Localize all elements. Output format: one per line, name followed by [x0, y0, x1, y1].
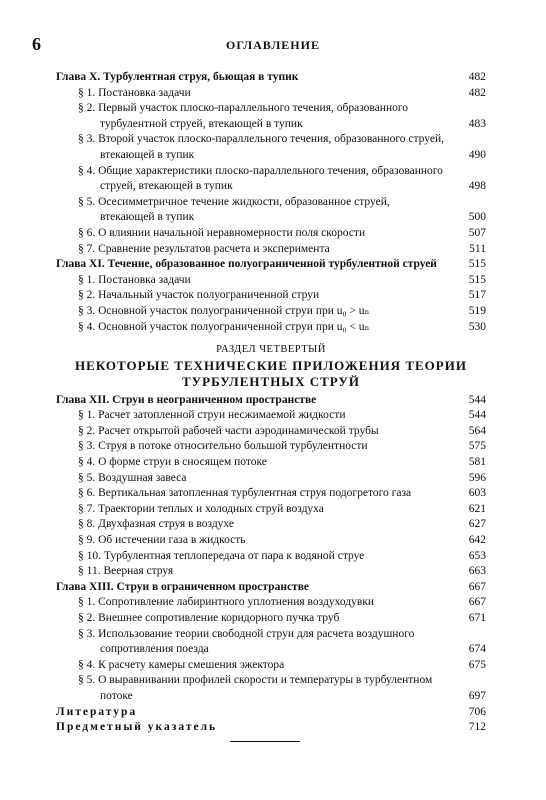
- page-ref: 675: [468, 658, 486, 671]
- page-ref: 706: [468, 705, 486, 718]
- section-title: § 3. Второй участок плоско-параллельного течения, образованного струей, втекающей в тупик: [78, 133, 444, 161]
- page-ref: 581: [468, 456, 486, 469]
- toc-literature[interactable]: [56, 705, 486, 721]
- toc-section[interactable]: [56, 564, 486, 580]
- section-title: § 2. Внешнее сопротивление коридорного пучка труб: [78, 612, 340, 624]
- section-title: § 10. Турбулентная теплопередача от пара к водяной струе: [78, 549, 365, 562]
- section-title: § 4. Общие характеристики плоско-параллельного течения, образованного струей, втекающей в тупик: [78, 164, 443, 193]
- page-ref: 507: [468, 226, 486, 239]
- section-title: § 7. Траектории теплых и холодных струй воздуха: [78, 502, 324, 515]
- toc-section[interactable]: [56, 471, 486, 487]
- chapter-title: Глава XII. Струи в неограниченном пространстве: [56, 393, 317, 406]
- section-title: § 5. О выравнивании профилей скорости и температуры в турбулентном потоке: [78, 674, 433, 702]
- toc-section[interactable]: [56, 273, 486, 289]
- section-title: § 1. Постановка задачи: [78, 86, 191, 99]
- section-title: § 7. Сравнение результатов расчета и эксперимента: [78, 242, 330, 255]
- page-ref: 498: [468, 180, 486, 193]
- chapter-title: Глава X. Турбулентная струя, бьющая в тупик: [56, 71, 299, 83]
- toc-section[interactable]: [56, 164, 486, 195]
- toc-section[interactable]: [56, 304, 486, 320]
- section-title: § 11. Веерная струя: [78, 565, 174, 578]
- toc-section[interactable]: [56, 658, 486, 674]
- page-ref: 515: [468, 258, 486, 271]
- section-title: § 6. Вертикальная затопленная турбулентная струя подогретого газа: [78, 487, 412, 500]
- toc-section[interactable]: [56, 502, 486, 518]
- section-title: § 3. Основной участок полуограниченной струи при u₀ > uₙ: [78, 304, 370, 317]
- section-title: § 5. Воздушная завеса: [78, 471, 187, 484]
- toc-section[interactable]: [56, 533, 486, 549]
- page-ref: 674: [468, 643, 486, 656]
- toc-section[interactable]: [56, 673, 486, 704]
- page-ref: 530: [468, 320, 486, 333]
- section-title: § 5. Осесимметричное течение жидкости, образованное струей, втекающей в тупик: [78, 195, 390, 224]
- page-ref: 621: [468, 502, 486, 515]
- section-title: § 3. Струя в потоке относительно большой турбулентности: [78, 440, 368, 453]
- page-ref: 697: [468, 689, 486, 702]
- chapter-title: Глава XI. Течение, образованное полуограниченной турбулентной струей: [56, 258, 437, 271]
- section-title: § 1. Постановка задачи: [78, 273, 191, 286]
- page-ref: 653: [468, 549, 486, 562]
- section-title: § 4. К расчету камеры смешения эжектора: [78, 658, 285, 671]
- page-ref: 575: [468, 440, 486, 453]
- section-title: § 3. Использование теории свободной струи для расчета воздушного сопротивления поезда: [78, 627, 415, 656]
- end-rule: [230, 741, 300, 742]
- toc-section[interactable]: [56, 439, 486, 455]
- toc-section[interactable]: [56, 424, 486, 440]
- page-ref: 482: [468, 71, 486, 83]
- toc-section[interactable]: [56, 195, 486, 226]
- section-title: § 8. Двухфазная струя в воздухе: [78, 518, 234, 531]
- literature-title: Литература: [56, 705, 138, 718]
- part-title-line-1: НЕКОТОРЫЕ ТЕХНИЧЕСКИЕ ПРИЛОЖЕНИЯ ТЕОРИИ: [75, 357, 467, 373]
- page-ref: 564: [468, 424, 486, 437]
- toc-section[interactable]: [56, 595, 486, 611]
- table-of-contents: [56, 70, 486, 736]
- page-ref: 596: [468, 471, 486, 484]
- toc-chapter-11[interactable]: [56, 257, 486, 273]
- chapter-title: Глава XIII. Струи в ограниченном пространстве: [56, 580, 310, 593]
- toc-section[interactable]: [56, 288, 486, 304]
- page-ref: 663: [468, 565, 486, 578]
- page-ref: 603: [468, 487, 486, 500]
- toc-section[interactable]: [56, 226, 486, 242]
- toc-section[interactable]: [56, 611, 486, 627]
- toc-section[interactable]: [56, 320, 486, 336]
- page-ref: 500: [468, 211, 486, 224]
- toc-section[interactable]: [56, 101, 486, 132]
- toc-section[interactable]: [56, 627, 486, 658]
- page-ref: 482: [468, 86, 486, 99]
- section-title: § 9. Об истечении газа в жидкость: [78, 534, 246, 547]
- page-ref: 712: [468, 721, 486, 734]
- toc-section[interactable]: [56, 86, 486, 102]
- page-ref: 544: [468, 393, 486, 406]
- running-title: ОГЛАВЛЕНИЕ: [226, 38, 320, 52]
- toc-index[interactable]: [56, 720, 486, 736]
- page-header: [20, 34, 526, 56]
- page-number: 6: [32, 34, 41, 54]
- section-title: § 2. Начальный участок полуограниченной струи: [78, 289, 320, 302]
- page-ref: 519: [468, 304, 486, 317]
- index-title: Предметный указатель: [56, 721, 218, 734]
- page-ref: 642: [468, 534, 486, 547]
- toc-chapter-13[interactable]: [56, 580, 486, 596]
- toc-section[interactable]: [56, 242, 486, 258]
- page-ref: 667: [468, 580, 486, 593]
- toc-section[interactable]: [56, 408, 486, 424]
- section-title: § 1. Сопротивление лабиринтного уплотнения воздуходувки: [78, 596, 375, 609]
- section-title: § 4. О форме струи в сносящем потоке: [78, 456, 267, 469]
- page-ref: 627: [468, 518, 486, 531]
- toc-chapter-12[interactable]: [56, 393, 486, 409]
- section-title: § 2. Первый участок плоско-параллельного течения, образованного турбулентной струей, втекающей в тупик: [78, 102, 409, 130]
- page-ref: 515: [468, 273, 486, 286]
- part-label: РАЗДЕЛ ЧЕТВЕРТЫЙ: [216, 344, 326, 356]
- page-ref: 511: [469, 242, 486, 255]
- page-ref: 483: [468, 117, 486, 130]
- part-title-line-2: ТУРБУЛЕНТНЫХ СТРУЙ: [181, 373, 361, 389]
- toc-chapter-10[interactable]: [56, 70, 486, 86]
- page-ref: 490: [468, 148, 486, 161]
- page-ref: 671: [468, 612, 486, 624]
- section-title: § 4. Основной участок полуограниченной струи при u₀ < uₙ: [78, 320, 370, 333]
- section-title: § 1. Расчет затопленной струи несжимаемой жидкости: [78, 409, 346, 422]
- toc-section[interactable]: [56, 486, 486, 502]
- page-ref: 667: [468, 596, 486, 609]
- section-title: § 6. О влиянии начальной неравномерности поля скорости: [78, 226, 366, 239]
- toc-section[interactable]: [56, 455, 486, 471]
- toc-section[interactable]: [56, 517, 486, 533]
- page-ref: 517: [468, 289, 486, 302]
- page-ref: 544: [468, 409, 486, 422]
- section-title: § 2. Расчет открытой рабочей части аэродинамической трубы: [78, 424, 379, 437]
- toc-section[interactable]: [56, 132, 486, 163]
- toc-section[interactable]: [56, 549, 486, 565]
